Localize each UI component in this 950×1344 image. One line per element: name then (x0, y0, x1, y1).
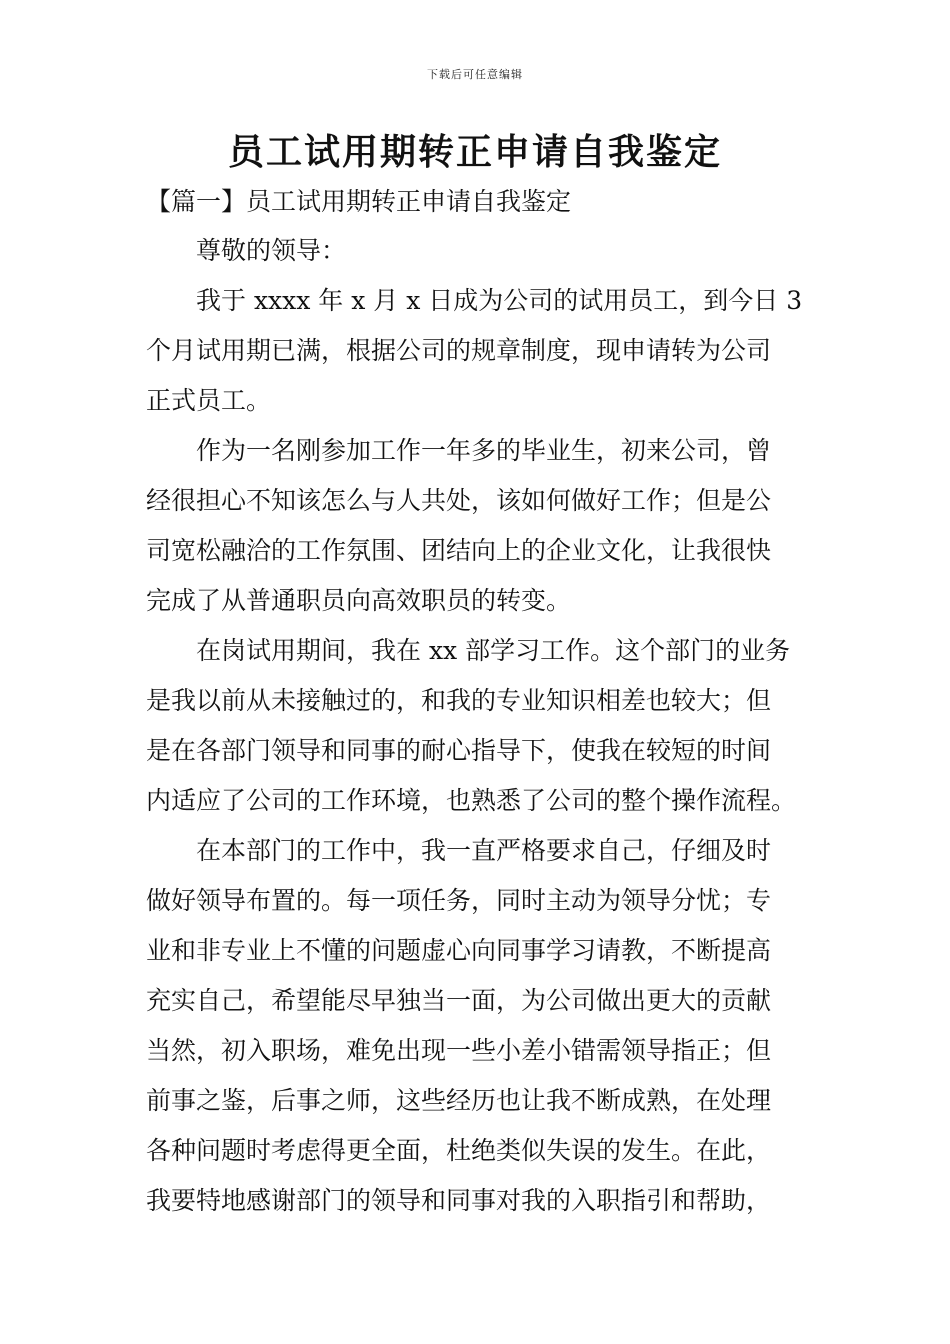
section-title: 【篇一】员工试用期转正申请自我鉴定 (146, 187, 572, 216)
text-line: 充实自己，希望能尽早独当一面，为公司做出更大的贡献 (146, 986, 772, 1015)
text-line: 完成了从普通职员向高效职员的转变。 (146, 586, 572, 615)
text-line: 我要特地感谢部门的领导和同事对我的入职指引和帮助， (146, 1186, 772, 1215)
paragraph-application (146, 276, 806, 426)
text-line: 尊敬的领导： (196, 236, 347, 265)
text-line: 各种问题时考虑得更全面，杜绝类似失误的发生。在此， (146, 1136, 772, 1165)
document-body (146, 226, 806, 1226)
text-line: 当然，初入职场，难免出现一些小差小错需领导指正；但 (146, 1036, 772, 1065)
paragraph-work (146, 826, 806, 1226)
text-line: 是在各部门领导和同事的耐心指导下，使我在较短的时间 (146, 736, 772, 765)
text-line: 司宽松融洽的工作氛围、团结向上的企业文化，让我很快 (146, 536, 772, 565)
text-line: 作为一名刚参加工作一年多的毕业生，初来公司，曾 (196, 436, 772, 465)
text-line: 经很担心不知该怎么与人共处，该如何做好工作；但是公 (146, 486, 772, 515)
text-line: 是我以前从未接触过的，和我的专业知识相差也较大；但 (146, 686, 772, 715)
text-line: 业和非专业上不懂的问题虚心向同事学习请教，不断提高 (146, 936, 772, 965)
text-line: 个月试用期已满，根据公司的规章制度，现申请转为公司 (146, 336, 772, 365)
text-line: 正式员工。 (146, 386, 272, 415)
paragraph-probation (146, 626, 806, 826)
text-line: 我于 xxxx 年 x 月 x 日成为公司的试用员工，到今日 3 (196, 286, 803, 315)
paragraph-background (146, 426, 806, 626)
text-line: 做好领导布置的。每一项任务，同时主动为领导分忧；专 (146, 886, 772, 915)
text-line: 在本部门的工作中，我一直严格要求自己，仔细及时 (196, 836, 772, 865)
paragraph-salutation (146, 226, 806, 276)
text-line: 在岗试用期间，我在 xx 部学习工作。这个部门的业务 (196, 636, 791, 665)
document-title: 员工试用期转正申请自我鉴定 (227, 131, 722, 173)
header-note: 下载后可任意编辑 (427, 68, 523, 81)
text-line: 内适应了公司的工作环境，也熟悉了公司的整个操作流程。 (146, 786, 797, 815)
text-line: 前事之鉴，后事之师，这些经历也让我不断成熟，在处理 (146, 1086, 772, 1115)
